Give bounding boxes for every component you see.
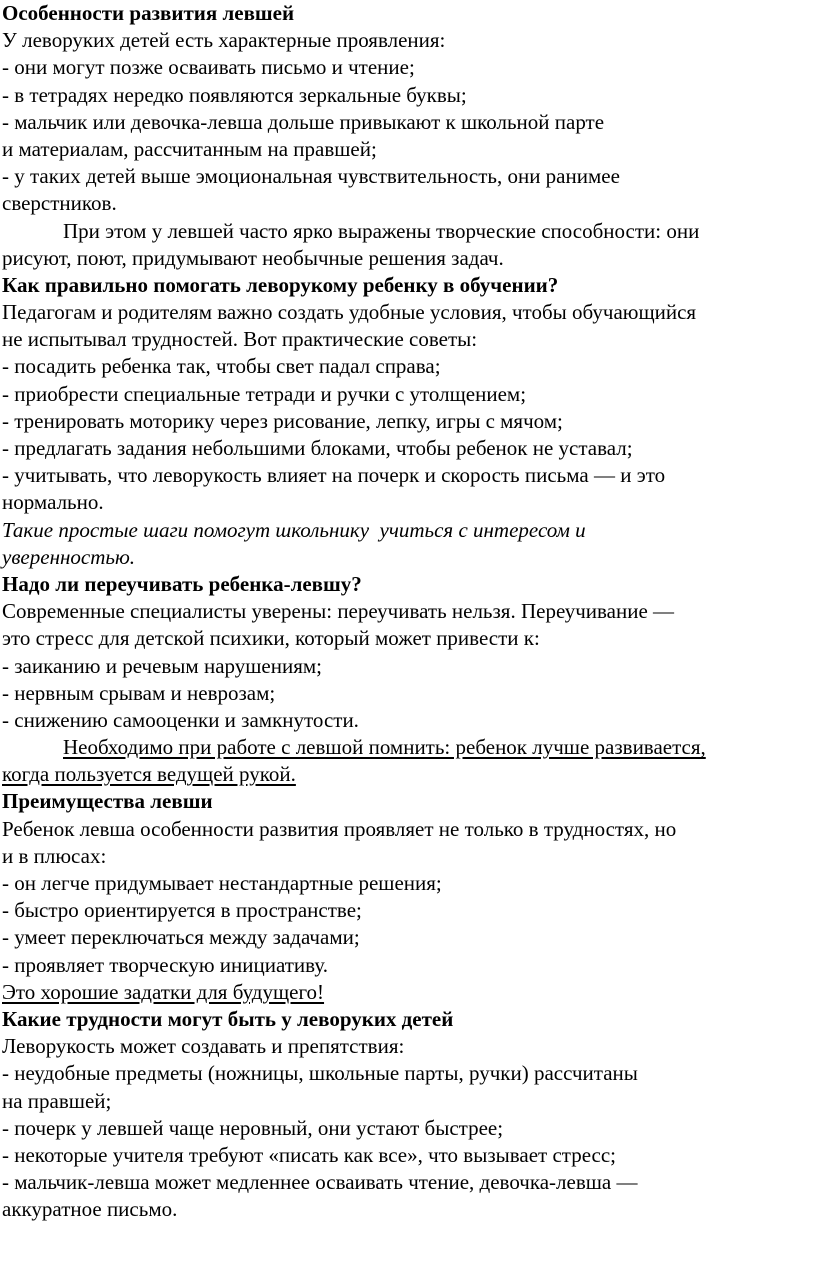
list-item: - мальчик-левша может медленнее осваивать чтение, девочка-левша — (2, 1170, 638, 1195)
list-item: - мальчик или девочка-левша дольше привыкают к школьной парте (2, 109, 605, 134)
paragraph-line: При этом у левшей часто ярко выражены творческие способности: они (63, 218, 700, 243)
underlined-text: Это хорошие задатки для будущего! (2, 979, 325, 1004)
list-item: - они могут позже осваивать письмо и чтение; (2, 55, 415, 80)
paragraph-line: Педагогам и родителям важно создать удобные условия, чтобы обучающийся (2, 300, 697, 325)
underlined-note-line (2, 734, 814, 761)
underlined-text: Необходимо при работе с левшой помнить: ребенок лучше развивается, (63, 735, 706, 760)
list-item: - проявляет творческую инициативу. (2, 952, 328, 977)
list-item: - посадить ребенка так, чтобы свет падал справа; (2, 354, 441, 379)
list-item: - учитывать, что леворукость влияет на почерк и скорость письма — и это (2, 463, 666, 488)
list-item: - неудобные предметы (ножницы, школьные парты, ручки) рассчитаны (2, 1061, 638, 1086)
paragraph-line: Леворукость может создавать и препятствия: (2, 1034, 405, 1059)
list-item: и материалам, рассчитанным на правшей; (2, 136, 377, 161)
underlined-text: когда пользуется ведущей рукой. (2, 762, 296, 787)
list-item: - в тетрадях нередко появляются зеркальные буквы; (2, 82, 467, 107)
paragraph-line: У леворуких детей есть характерные проявления: (2, 28, 446, 53)
list-item: - приобрести специальные тетради и ручки с утолщением; (2, 381, 527, 406)
document-page (2, 0, 814, 1223)
list-item: аккуратное письмо. (2, 1197, 178, 1222)
section-heading: Особенности развития левшей (2, 1, 295, 25)
underlined-note-line (2, 979, 814, 1006)
paragraph-line: Ребенок левша особенности развития проявляет не только в трудностях, но (2, 816, 677, 841)
paragraph-line: и в плюсах: (2, 843, 107, 868)
list-item: - снижению самооценки и замкнутости. (2, 707, 359, 732)
section-heading: Какие трудности могут быть у леворуких детей (2, 1006, 454, 1031)
list-item: - почерк у левшей чаще неровный, они устают быстрее; (2, 1115, 504, 1140)
list-item: - тренировать моторику через рисование, лепку, игры с мячом; (2, 408, 563, 433)
list-item: - заиканию и речевым нарушениям; (2, 653, 322, 678)
list-item: нормально. (2, 490, 104, 515)
section-heading: Надо ли переучивать ребенка-левшу? (2, 571, 362, 596)
section-heading: Как правильно помогать леворукому ребенку в обучении? (2, 272, 559, 297)
paragraph-line: рисуют, поют, придумывают необычные решения задач. (2, 245, 504, 270)
list-item: - умеет переключаться между задачами; (2, 925, 360, 950)
italic-note: уверенностью. (2, 544, 136, 569)
list-item: - он легче придумывает нестандартные решения; (2, 871, 442, 895)
paragraph-line: это стресс для детской психики, который может привести к: (2, 626, 540, 651)
list-item: на правшей; (2, 1088, 112, 1113)
list-item: сверстников. (2, 191, 117, 216)
list-item: - предлагать задания небольшими блоками, чтобы ребенок не уставал; (2, 436, 633, 460)
paragraph-line: Современные специалисты уверены: переучивать нельзя. Переучивание — (2, 599, 675, 624)
underlined-note-line (2, 761, 814, 788)
list-item: - некоторые учителя требуют «писать как все», что вызывает стресс; (2, 1142, 617, 1167)
paragraph-line: не испытывал трудностей. Вот практические советы: (2, 327, 478, 352)
italic-note: Такие простые шаги помогут школьнику учиться с интересом и (2, 517, 586, 542)
list-item: - быстро ориентируется в пространстве; (2, 898, 362, 923)
list-item: - нервным срывам и неврозам; (2, 680, 276, 705)
list-item: - у таких детей выше эмоциональная чувствительность, они ранимее (2, 164, 620, 189)
section-heading: Преимущества левши (2, 789, 213, 814)
